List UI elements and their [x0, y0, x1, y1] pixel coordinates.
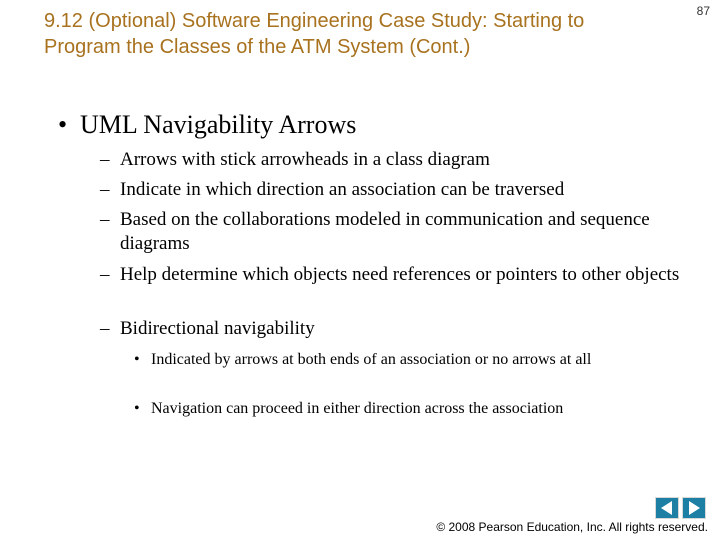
copyright-footer: © 2008 Pearson Education, Inc. All rights reserved.: [436, 520, 708, 534]
sub-sub-bullet-text: Navigation can proceed in either direction across the association: [151, 400, 564, 417]
sub-bullet: [100, 317, 700, 341]
sub-bullet-text: Bidirectional navigability: [120, 318, 315, 339]
dash-icon: –: [100, 318, 110, 339]
next-arrow-icon: [683, 498, 705, 518]
bullet-dot-icon: •: [134, 400, 140, 417]
sub-bullet: [100, 148, 700, 172]
bullet-dot-icon: •: [134, 351, 140, 368]
sub-bullet: [100, 178, 700, 202]
sub-sub-bullet-text: Indicated by arrows at both ends of an association or no arrows at all: [151, 351, 592, 368]
bullet-dot-icon: •: [58, 110, 68, 139]
sub-bullet-text: Based on the collaborations modeled in communication and sequence diagrams: [120, 209, 650, 254]
sub-bullet-text: Arrows with stick arrowheads in a class diagram: [120, 149, 490, 170]
sub-bullet-text: Help determine which objects need references or pointers to other objects: [120, 264, 680, 285]
sub-bullet-text: Indicate in which direction an association can be traversed: [120, 179, 565, 200]
dash-icon: –: [100, 264, 110, 285]
next-slide-button[interactable]: [682, 497, 706, 519]
slide-title: 9.12 (Optional) Software Engineering Case Study: Starting to Program the Classes of the ATM System (Cont.): [44, 10, 585, 58]
previous-arrow-icon: [656, 498, 678, 518]
dash-icon: –: [100, 149, 110, 170]
main-bullet-text: UML Navigability Arrows: [80, 110, 357, 139]
sub-bullet: [100, 263, 680, 287]
dash-icon: –: [100, 209, 110, 230]
sub-sub-bullet: [134, 349, 634, 370]
main-bullet: [58, 110, 356, 140]
sub-bullet: [100, 208, 660, 256]
page-number: 87: [696, 4, 710, 18]
sub-sub-bullet: [134, 398, 604, 419]
previous-slide-button[interactable]: [655, 497, 679, 519]
dash-icon: –: [100, 179, 110, 200]
